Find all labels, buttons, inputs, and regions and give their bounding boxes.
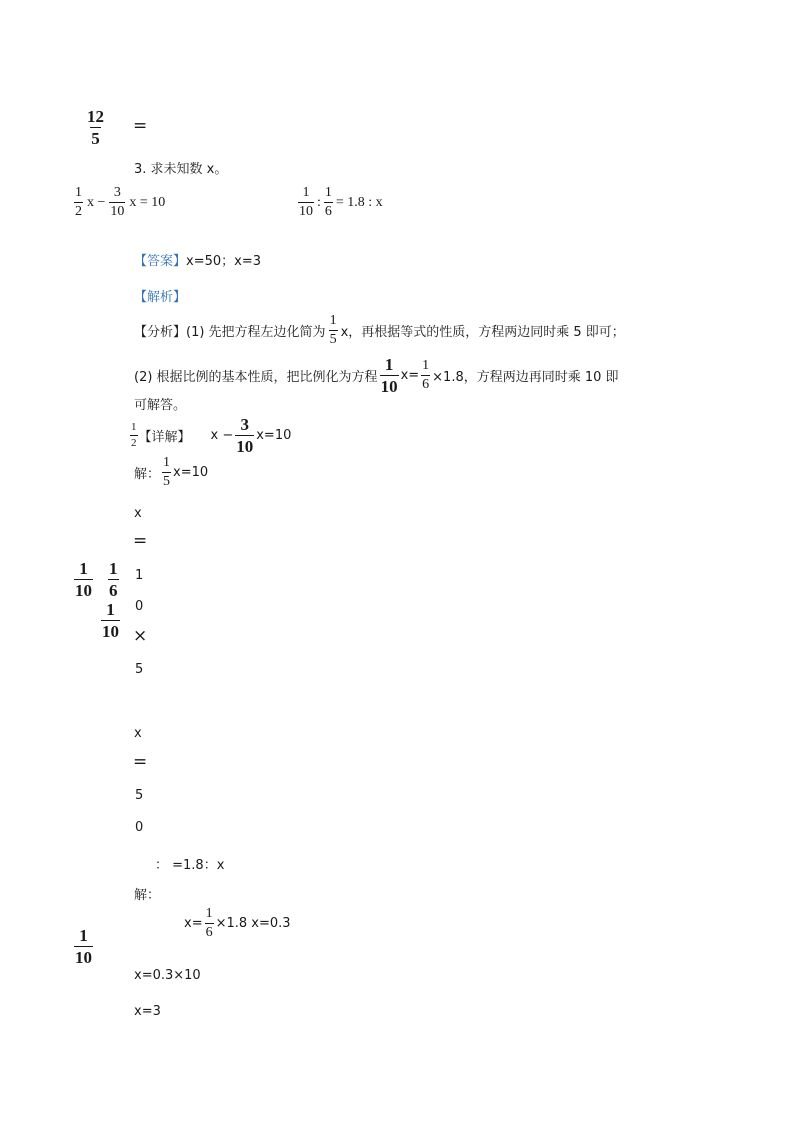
eq1-frac-1-den: 2 (75, 204, 82, 219)
sol1-frac (162, 456, 171, 489)
sol2-line-frac-den: 6 (205, 925, 213, 940)
analysis-line2-pre: (2) 根据比例的基本性质，把比例化为方程 (134, 370, 378, 385)
detail-label: 【详解】 (138, 430, 191, 445)
sol2-line-post: ×1.8 x=0.3 (215, 916, 291, 931)
left-frac-a-num: 1 (79, 559, 88, 578)
sol1-frac-num: 1 (163, 455, 171, 470)
vertical-1-item: × (133, 626, 148, 646)
eq2-frac-1-den: 10 (299, 204, 313, 219)
analysis-line1-frac-num: 1 (329, 313, 337, 328)
analysis-line1-pre: 【分析】(1) 先把方程左边化简为 (134, 325, 326, 340)
analysis-line1-frac (329, 314, 338, 347)
eq1-frac-2-num: 3 (113, 185, 121, 200)
answer-line (134, 250, 261, 269)
eq1-frac-1 (74, 186, 83, 219)
solution-1-line (134, 456, 208, 489)
eq2-frac-2-den: 6 (324, 204, 332, 219)
answer-text: x=50；x=3 (186, 254, 262, 269)
left-frac-c-den: 10 (102, 622, 119, 641)
eq1-frac-2-den: 10 (110, 204, 125, 219)
analysis-line2-post: ×1.8，方程两边再同时乘 10 即 (432, 370, 619, 385)
analysis-line2-frac2-num: 1 (422, 358, 430, 373)
vertical-2-item: 5 (135, 788, 144, 803)
left-frac-a-den: 10 (75, 581, 92, 600)
top-fraction-num: 12 (87, 107, 104, 126)
detail-small-frac-den: 2 (131, 437, 137, 449)
left-fraction-b (108, 560, 119, 599)
section-title: 3. 求未知数 x。 (134, 162, 228, 177)
detail-small-frac-num: 1 (131, 421, 137, 433)
detail-small-frac (130, 422, 138, 449)
analysis-line2-frac-2 (421, 359, 430, 392)
vertical-2-item: x (134, 726, 142, 741)
ratio-line: ： =1.8：x (155, 858, 225, 873)
detail-expr-frac (235, 416, 254, 455)
sol1-post: x=10 (173, 465, 209, 480)
vertical-2-item: = (133, 752, 148, 772)
analysis-line2-mid: x= (400, 368, 420, 383)
analysis-line2-frac1-num: 1 (384, 355, 394, 374)
analysis-line1-frac-den: 5 (329, 332, 337, 347)
top-fraction-den: 5 (91, 129, 100, 148)
vertical-1-item: 5 (135, 662, 144, 677)
top-equals: = (133, 116, 148, 136)
equation-1 (74, 186, 165, 219)
vertical-1-item: 0 (135, 599, 144, 614)
eq2-frac-1-num: 1 (302, 185, 310, 200)
vertical-1-item: x (134, 506, 142, 521)
left-fraction-d (74, 927, 93, 966)
detail-expr-frac-num: 3 (240, 415, 249, 434)
vertical-1-item: 1 (135, 568, 144, 583)
left-frac-b-den: 6 (109, 581, 118, 600)
solution-2-next: x=0.3×10 (134, 968, 201, 983)
left-frac-c-num: 1 (106, 600, 115, 619)
sol1-prefix: 解： (134, 467, 161, 482)
top-fraction (86, 108, 105, 147)
vertical-1-item: = (133, 531, 148, 551)
analysis-line-3: 可解答。 (134, 398, 187, 413)
left-fraction-a (74, 560, 93, 599)
eq1-mid: x − (87, 194, 106, 210)
left-frac-d-num: 1 (79, 926, 88, 945)
detail-expr-frac-den: 10 (236, 437, 254, 456)
analysis-line1-post: x，再根据等式的性质，方程两边同时乘 5 即可； (340, 325, 625, 340)
detail-expr-post: x=10 (256, 428, 292, 443)
sol2-line-frac (205, 907, 214, 940)
left-frac-d-den: 10 (75, 948, 92, 967)
answer-label: 【答案】 (134, 254, 187, 269)
left-frac-b-num: 1 (109, 559, 118, 578)
eq2-frac-1 (298, 186, 314, 219)
sol2-line-frac-num: 1 (205, 906, 213, 921)
solution-2-prefix: 解： (134, 888, 161, 903)
detail-expr-pre: x − (210, 428, 234, 443)
analysis-line-2 (134, 356, 619, 395)
eq2-tail: = 1.8 : x (335, 194, 383, 210)
analysis-line2-frac1-den: 10 (380, 377, 398, 396)
analysis-label: 【解析】 (134, 290, 187, 305)
analysis-line2-frac-1 (380, 356, 399, 395)
eq1-frac-2 (109, 186, 125, 219)
eq2-frac-2 (324, 186, 333, 219)
sol2-line-pre: x= (184, 916, 203, 931)
sol1-frac-den: 5 (163, 474, 171, 489)
vertical-2-item: 0 (135, 820, 144, 835)
analysis-line2-frac2-den: 6 (422, 377, 430, 392)
analysis-line-1 (134, 314, 625, 347)
detail-line (130, 416, 291, 455)
left-fraction-c (101, 601, 120, 640)
equation-2 (298, 186, 383, 219)
solution-2-final: x=3 (134, 1004, 161, 1019)
eq2-frac-2-num: 1 (324, 185, 332, 200)
eq1-frac-1-num: 1 (75, 185, 82, 200)
eq2-colon: : (317, 194, 321, 210)
eq1-tail: x = 10 (129, 194, 166, 210)
solution-2-line (184, 907, 291, 940)
